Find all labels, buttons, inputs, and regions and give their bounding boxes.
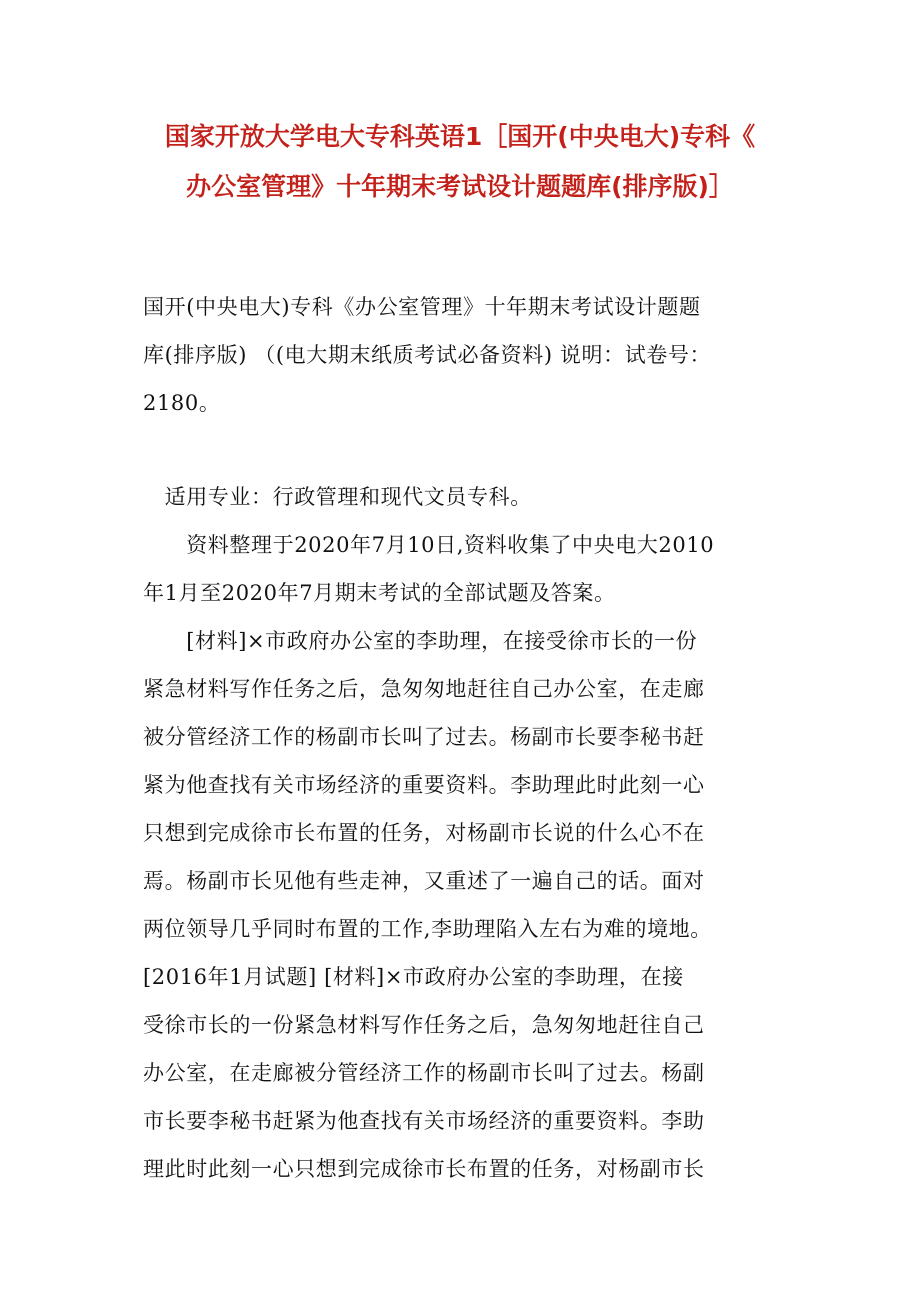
text-line: 2180。 [143,391,221,415]
text-line: 紧急材料写作任务之后，急匆匆地赶往自己办公室，在走廊 [143,677,705,701]
text-line: 市长要李秘书赶紧为他查找有关市场经济的重要资料。李助 [143,1109,705,1133]
applicable-major-paragraph [143,473,783,521]
text-line: 年1月至2020年7月期末考试的全部试题及答案。 [143,581,616,605]
text-line: 受徐市长的一份紧急材料写作任务之后，急匆匆地赶往自己 [143,1013,705,1037]
text-line: 办公室，在走廊被分管经济工作的杨副市长叫了过去。杨副 [143,1061,705,1085]
title-line: 国家开放大学电大专科英语1［国开(中央电大)专科《 [164,122,756,151]
text-line: 资料整理于2020年7月10日,资料收集了中央电大2010 [143,533,715,557]
document-title [140,112,780,212]
text-line: 国开(中央电大)专科《办公室管理》十年期末考试设计题题 [143,295,701,319]
text-line: 只想到完成徐市长布置的任务，对杨副市长说的什么心不在 [143,821,705,845]
title-line: 办公室管理》十年期末考试设计题题库(排序版)］ [186,172,734,201]
text-line: 被分管经济工作的杨副市长叫了过去。杨副市长要李秘书赶 [143,725,705,749]
text-line: 紧为他查找有关市场经济的重要资料。李助理此时此刻一心 [143,773,705,797]
text-line: 库(排序版) （(电大期末纸质考试必备资料) 说明：试卷号： [143,343,712,367]
text-line: [材料]×市政府办公室的李助理，在接受徐市长的一份 [143,629,698,653]
text-line: 理此时此刻一心只想到完成徐市长布置的任务，对杨副市长 [143,1157,705,1181]
text-line: [2016年1月试题] [材料]×市政府办公室的李助理，在接 [143,965,684,989]
text-line: 适用专业：行政管理和现代文员专科。 [143,485,532,509]
compilation-note-paragraph [143,521,783,617]
intro-paragraph [143,283,783,427]
text-line: 两位领导几乎同时布置的工作,李助理陷入左右为难的境地。 [143,917,712,941]
material-paragraph [143,617,783,1193]
text-line: 焉。杨副市长见他有些走神，又重述了一遍自己的话。面对 [143,869,705,893]
